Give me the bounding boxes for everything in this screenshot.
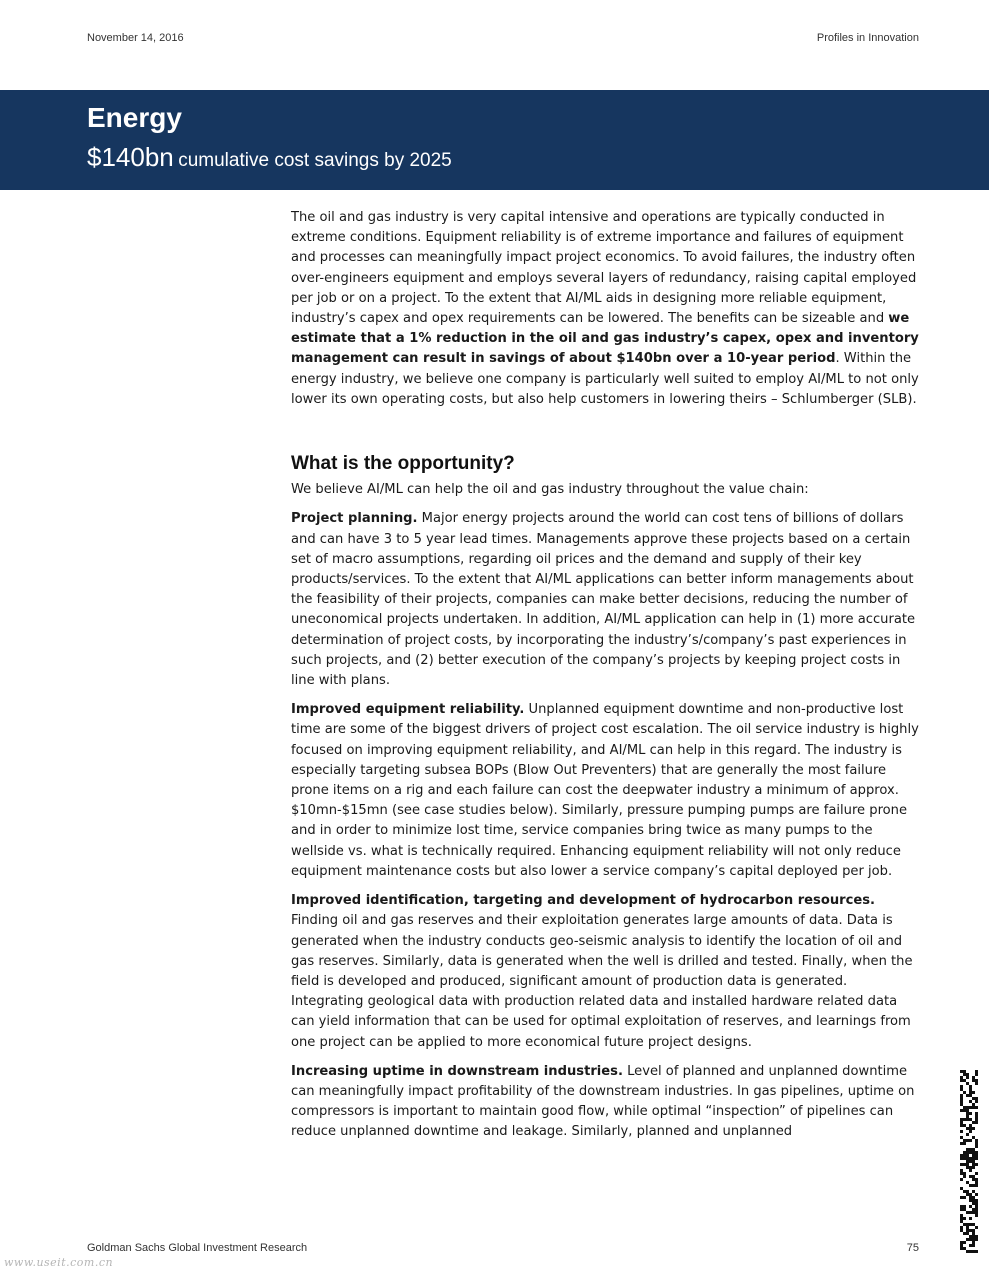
banner-subtitle-value: $140bn — [87, 142, 174, 172]
page-number: 75 — [906, 1242, 919, 1254]
intro-paragraph — [291, 208, 921, 410]
item-title: Increasing uptime in downstream industries. — [291, 1063, 623, 1079]
opportunity-item-project-planning — [291, 509, 921, 691]
item-text: Major energy projects around the world can cost tens of billions of dollars and can have 3 to 5 year lead times. Managements approve these projects based on a certain set of macro assumptions, regarding oil prices and the demand and supply of their key products/services. To the extent that AI/ML applications can better inform managements about the feasibility of their projects, companies can make better decisions, reducing the number of uneconomical projects undertaken. In addition, AI/ML application can help in (1) more accurate determination of project costs, by incorporating the industry’s/company’s past experiences in such projects, and (2) better execution of the company’s projects by keeping project costs in line with plans. — [291, 511, 916, 689]
item-text: Level of planned and unplanned downtime can meaningfully impact profitability of the downstream industries. In gas pipelines, uptime on compressors is important to maintain good flow, while optimal “inspection” of pipelines can reduce unplanned downtime and leakage. Similarly, planned and unplanned — [291, 1063, 915, 1140]
article-body — [291, 208, 921, 1152]
qr-code-icon — [960, 1070, 978, 1256]
item-title: Project planning. — [291, 511, 418, 527]
opportunity-item-downstream-uptime — [291, 1062, 921, 1143]
banner-subtitle — [87, 142, 452, 173]
intro-text-1: The oil and gas industry is very capital intensive and operations are typically conducted in extreme conditions. Equipment reliability is of extreme importance and failures of equipment and processes can meaningfully impact project economics. To avoid failures, the industry often over-engineers equipment and employs several layers of redundancy, raising capital employed per job or on a project. To the extent that AI/ML aids in designing more reliable equipment, industry’s capex and opex requirements can be lowered. The benefits can be sizeable and — [291, 210, 917, 327]
footer-source: Goldman Sachs Global Investment Research — [87, 1242, 308, 1254]
section-banner — [0, 90, 989, 190]
item-title: Improved equipment reliability. — [291, 702, 525, 718]
header-date: November 14, 2016 — [87, 32, 184, 44]
watermark: www.useit.com.cn — [4, 1256, 114, 1269]
item-text: Unplanned equipment downtime and non-productive lost time are some of the biggest drivers of project cost escalation. The oil service industry is highly focused on improving equipment reliability, and AI/ML can help in this regard. The industry is especially targeting subsea BOPs (Blow Out Preventers) that are generally the most failure prone items on a rig and each failure can cost the deepwater industry a minimum of approx. $10mn-$15mn (see case studies below). Similarly, pressure pumping pumps are failure prone and in order to minimize lost time, service companies bring twice as many pumps to the wellside vs. what is technically required. Enhancing equipment reliability will not only reduce equipment maintenance costs but also lower a service company’s capital deployed per job. — [291, 702, 919, 879]
banner-title: Energy — [87, 102, 182, 133]
intro-text-2: . Within the energy industry, we believe one company is particularly well suited to employ AI/ML to not only lower its own operating costs, but also help customers in lowering theirs – Schlumberger (SLB). — [291, 351, 919, 407]
intro-bold-estimate: we estimate that a 1% reduction in the oil and gas industry’s capex, opex and inventory management can result in savings of about $140bn over a 10-year period — [291, 311, 919, 367]
section-heading: What is the opportunity? — [291, 453, 515, 475]
header-publication: Profiles in Innovation — [816, 32, 919, 44]
section-lead: We believe AI/ML can help the oil and gas industry throughout the value chain: — [291, 482, 809, 498]
item-title: Improved identification, targeting and development of hydrocarbon resources. — [291, 893, 876, 909]
banner-subtitle-text: cumulative cost savings by 2025 — [178, 150, 452, 171]
opportunity-item-hydrocarbon-resources — [291, 891, 921, 1053]
opportunity-item-equipment-reliability — [291, 700, 921, 882]
item-text: Finding oil and gas reserves and their exploitation generates large amounts of data. Data is generated when the industry conducts geo-seismic analysis to identify the location of oil and gas reserves. Similarly, data is generated when the well is drilled and tested. Finally, when the field is developed and produced, significant amount of production data is generated. Integrating geological data with production related data and installed hardware related data can yield information that can be used for optimal exploitation of reserves, and learnings from one project can be applied to more economical future project designs. — [291, 913, 913, 1050]
